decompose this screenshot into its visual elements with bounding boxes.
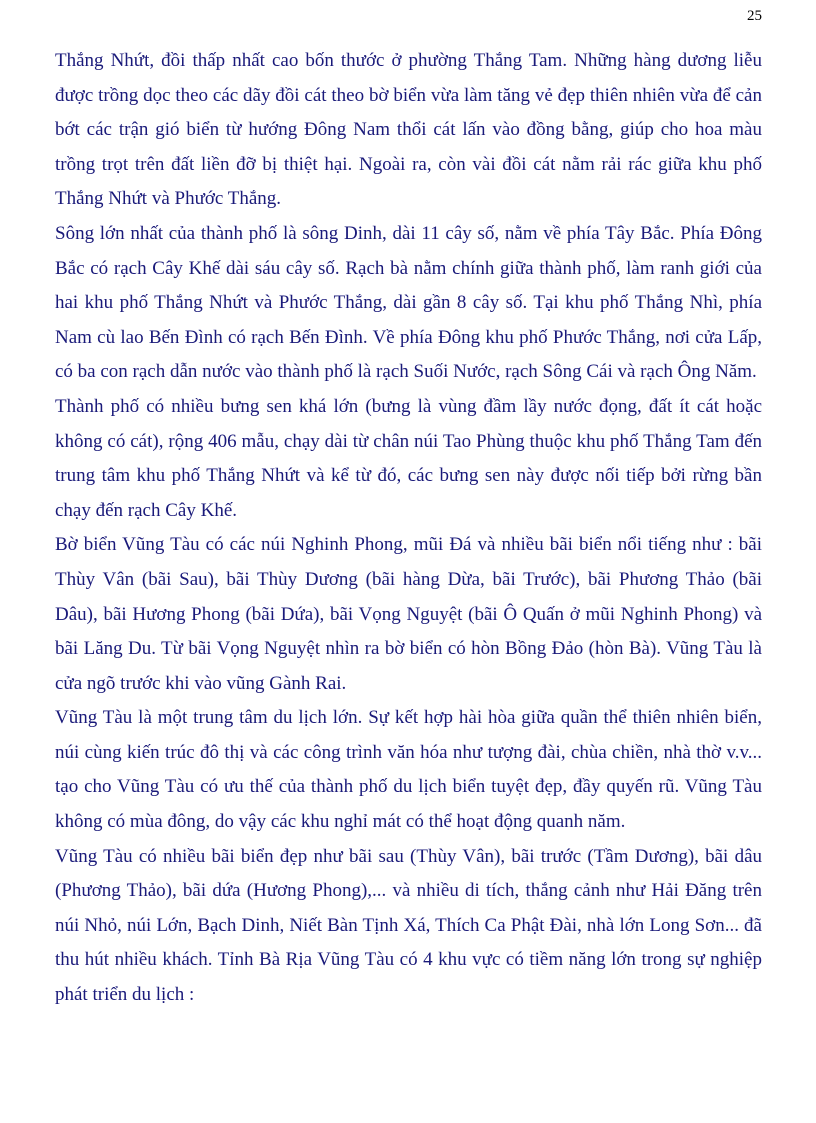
paragraph-rivers: Sông lớn nhất của thành phố là sông Dinh, dài 11 cây số, nằm về phía Tây Bắc. Phía Đông Bắc có rạch Cây Khế dài sáu cây số. Rạch bà nằm chính giữa thành phố, làm ranh giới của hai khu phố Thắng Nhứt và Phước Thắng, dài gần 8 cây số. Tại khu phố Thắng Nhì, phía Nam cù lao Bến Đình có rạch Bến Đình. Về phía Đông khu phố Phước Thắng, nơi cửa Lấp, có ba con rạch dẫn nước vào thành phố là rạch Suối Nước, rạch Sông Cái và rạch Ông Năm.: [55, 222, 762, 383]
paragraph-coastline: Bờ biển Vũng Tàu có các núi Nghinh Phong, mũi Đá và nhiều bãi biển nổi tiếng như : bãi Thùy Vân (bãi Sau), bãi Thùy Dương (bãi hàng Dừa, bãi Trước), bãi Phương Thảo (bãi Dâu), bãi Hương Phong (bãi Dứa), bãi Vọng Nguyệt (bãi Ô Quấn ở mũi Nghinh Phong) và bãi Lăng Du. Từ bãi Vọng Nguyệt nhìn ra bờ biển có hòn Bồng Đảo (hòn Bà). Vũng Tàu là cửa ngõ trước khi vào vũng Gành Rai.: [55, 534, 762, 694]
paragraph-lotus-marshes: Thành phố có nhiều bưng sen khá lớn (bưng là vùng đầm lầy nước đọng, đất ít cát hoặc không có cát), rộng 406 mẫu, chạy dài từ chân núi Tao Phùng thuộc khu phố Thắng Tam đến trung tâm khu phố Thắng Nhứt và kể từ đó, các bưng sen này được nối tiếp bởi rừng bần chạy đến rạch Cây Khế.: [55, 395, 762, 521]
document-body: [55, 44, 762, 1013]
page-number: 25: [747, 8, 762, 24]
paragraph-sand-dunes: Thắng Nhứt, đồi thấp nhất cao bốn thước ở phường Thắng Tam. Những hàng dương liễu được trồng dọc theo các dãy đồi cát theo bờ biển vừa làm tăng vẻ đẹp thiên nhiên vừa để cản bớt các trận gió biển từ hướng Đông Nam thổi cát lấn vào đồng bằng, giúp cho hoa màu trồng trọt trên đất liền đỡ bị thiệt hại. Ngoài ra, còn vài đồi cát nằm rải rác giữa khu phố Thắng Nhứt và Phước Thắng.: [55, 50, 762, 210]
paragraph-tourism-center: Vũng Tàu là một trung tâm du lịch lớn. Sự kết hợp hài hòa giữa quần thể thiên nhiên biển, núi cùng kiến trúc đô thị và các công trình văn hóa như tượng đài, chùa chiền, nhà thờ v.v... tạo cho Vũng Tàu có ưu thế của thành phố du lịch biển tuyệt đẹp, đầy quyến rũ. Vũng Tàu không có mùa đông, do vậy các khu nghỉ mát có thể hoạt động quanh năm.: [55, 707, 762, 833]
paragraph-beaches: Vũng Tàu có nhiều bãi biển đẹp như bãi sau (Thùy Vân), bãi trước (Tầm Dương), bãi dâu (Phương Thảo), bãi dứa (Hương Phong),... và nhiều di tích, thắng cảnh như Hải Đăng trên núi Nhỏ, núi Lớn, Bạch Dinh, Niết Bàn Tịnh Xá, Thích Ca Phật Đài, nhà lớn Long Sơn... đã thu hút nhiều khách. Tỉnh Bà Rịa Vũng Tàu có 4 khu vực có tiềm năng lớn trong sự nghiệp phát triển du lịch :: [55, 845, 762, 1006]
